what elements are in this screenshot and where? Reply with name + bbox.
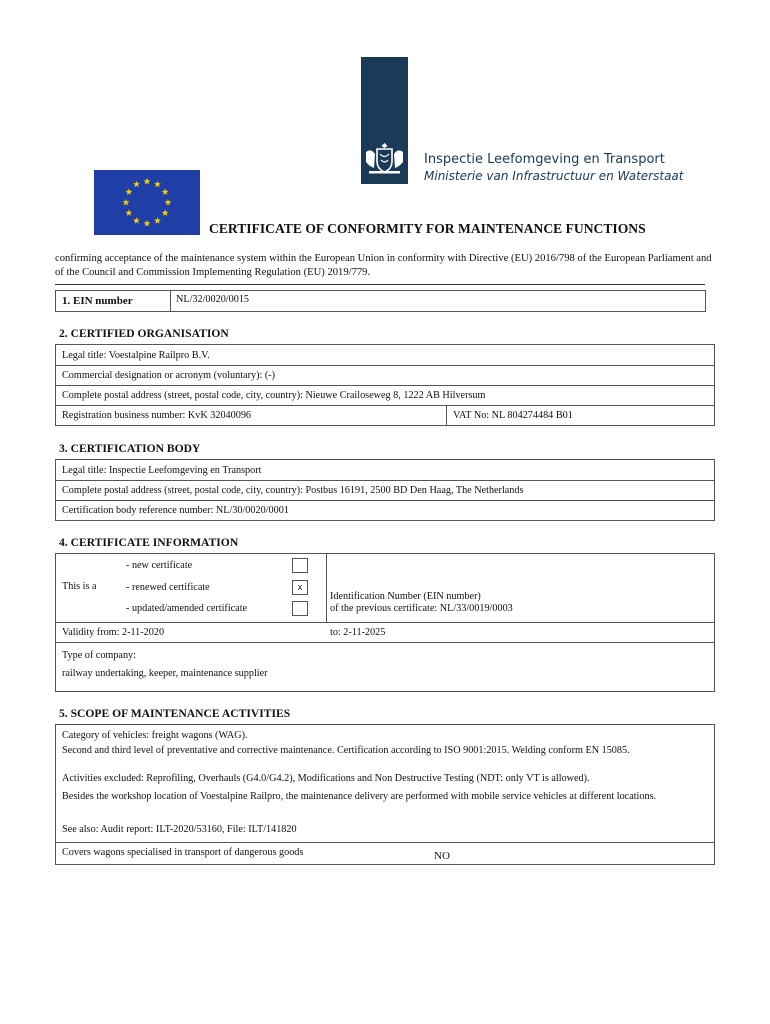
validity-to: to: 2-11-2025: [330, 627, 386, 638]
certificate-title: CERTIFICATE OF CONFORMITY FOR MAINTENANCE FUNCTIONS: [209, 221, 646, 236]
dangerous-goods-label: Covers wagons specialised in transport of dangerous goods: [62, 847, 304, 858]
org-postal-address: Complete postal address (street, postal code, city, country): Nieuwe Crailoseweg 8, 1222 AB Hilversum: [56, 386, 714, 406]
option-new-certificate: - new certificate: [126, 560, 193, 571]
certificate-information-table: [55, 553, 715, 692]
section5-heading: 5. SCOPE OF MAINTENANCE ACTIVITIES: [59, 707, 291, 720]
agency-name: Inspectie Leefomgeving en Transport: [424, 152, 665, 167]
new-certificate-checkbox[interactable]: [292, 558, 308, 573]
previous-ein-label: Identification Number (EIN number): [330, 591, 481, 602]
body-postal-address: Complete postal address (street, postal code, city, country): Postbus 16191, 2500 BD Den Haag, The Netherlands: [56, 481, 714, 501]
ein-box: [55, 290, 706, 312]
body-legal-title: Legal title: Inspectie Leefomgeving en Transport: [56, 460, 714, 481]
ministry-name: Ministerie van Infrastructuur en Waterstaat: [424, 169, 684, 183]
section4-heading: 4. CERTIFICATE INFORMATION: [59, 536, 239, 549]
org-registration-number: Registration business number: KvK 32040096: [56, 406, 447, 425]
maintenance-level: Second and third level of preventative and corrective maintenance. Certification according to ISO 9001:2015. Welding conform EN 15085.: [62, 745, 630, 756]
royal-crest-icon: [363, 140, 406, 176]
see-also-reference: See also: Audit report: ILT-2020/53160, File: ILT/141820: [62, 824, 297, 835]
validity-from: Validity from: 2-11-2020: [62, 627, 165, 638]
body-reference-number: Certification body reference number: NL/30/0020/0001: [62, 505, 289, 516]
row-line: [56, 842, 714, 843]
org-vat-number: VAT No: NL 804274484 B01: [453, 410, 573, 421]
vehicle-category: Category of vehicles: freight wagons (WAG).: [62, 730, 248, 741]
ein-label: 1. EIN number: [62, 295, 133, 307]
row-line: [56, 622, 714, 623]
ein-divider: [170, 291, 171, 311]
row-line: [56, 642, 714, 643]
scope-table: [55, 724, 715, 865]
cert-type-divider: [326, 554, 327, 622]
company-type-label: Type of company:: [62, 650, 136, 661]
certified-organisation-table: [55, 344, 715, 426]
org-legal-title: Legal title: Voestalpine Railpro B.V.: [56, 345, 714, 366]
updated-certificate-checkbox[interactable]: [292, 601, 308, 616]
workshop-locations: Besides the workshop location of Voestalpine Railpro, the maintenance delivery are performed with mobile service vehicles at different locations.: [62, 791, 657, 802]
org-registration-row: [56, 406, 714, 425]
org-commercial-designation: Commercial designation or acronym (voluntary): (-): [56, 366, 714, 386]
this-is-a-label: This is a: [62, 581, 97, 592]
option-updated-certificate: - updated/amended certificate: [126, 603, 248, 614]
certification-body-table: [55, 459, 715, 521]
divider: [55, 284, 705, 285]
option-renewed-certificate: - renewed certificate: [126, 582, 210, 593]
eu-flag-icon: [94, 170, 200, 235]
ein-value: NL/32/0020/0015: [176, 294, 250, 305]
activities-excluded: Activities excluded: Reprofiling, Overhauls (G4.0/G4.2), Modifications and Non Destructive Testing (NDT: only VT is allowed).: [62, 773, 590, 784]
section3-heading: 3. CERTIFICATION BODY: [59, 442, 201, 455]
renewed-certificate-checkbox[interactable]: x: [292, 580, 308, 595]
company-type-value: railway undertaking, keeper, maintenance supplier: [62, 668, 268, 679]
section2-heading: 2. CERTIFIED ORGANISATION: [59, 327, 229, 340]
previous-ein-value: of the previous certificate: NL/33/0019/0003: [330, 603, 513, 614]
dangerous-goods-value: NO: [434, 850, 450, 862]
intro-text: confirming acceptance of the maintenance system within the European Union in conformity with Directive (EU) 2016/798 of the European Parliament and of the Council and Commission Implementing Regulation (EU) 2019/779.: [55, 253, 712, 278]
